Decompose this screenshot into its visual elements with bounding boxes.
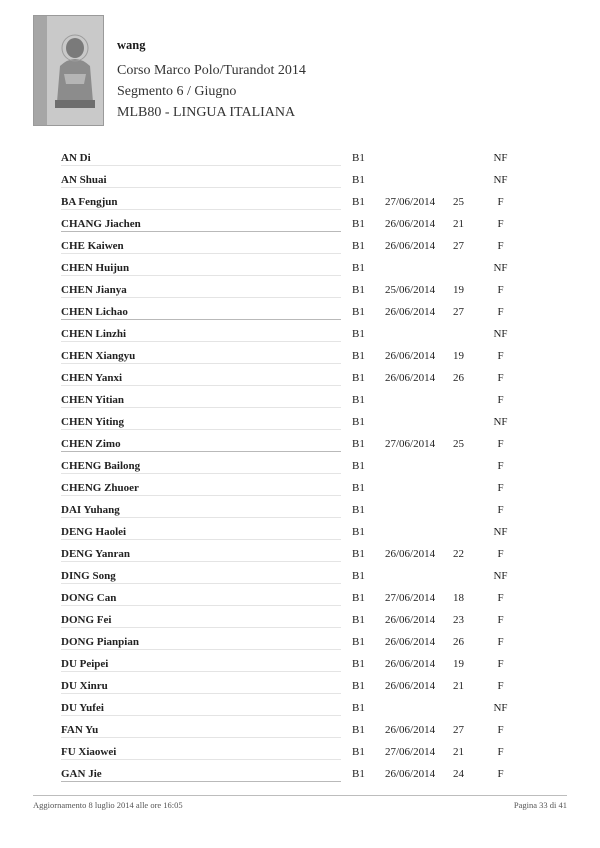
result-cell: F bbox=[497, 504, 504, 516]
student-name: DONG Pianpian bbox=[61, 636, 139, 648]
exam-date-cell: 27/06/2014 bbox=[385, 196, 436, 208]
student-row bbox=[61, 413, 521, 435]
student-row bbox=[61, 435, 521, 457]
segment-title: Segmento 6 / Giugno bbox=[117, 84, 237, 99]
student-name: DONG Fei bbox=[61, 614, 112, 626]
student-name: CHANG Jiachen bbox=[61, 218, 141, 230]
result-cell: F bbox=[497, 394, 504, 406]
row-underline bbox=[61, 759, 341, 760]
level-cell: B1 bbox=[352, 636, 365, 648]
level-cell: B1 bbox=[352, 658, 365, 670]
result-cell: F bbox=[497, 680, 504, 692]
score-cell: 26 bbox=[453, 636, 464, 648]
student-row bbox=[61, 699, 521, 721]
score-cell: 21 bbox=[453, 218, 464, 230]
level-cell: B1 bbox=[352, 724, 365, 736]
student-row bbox=[61, 303, 521, 325]
student-name: CHEN Jianya bbox=[61, 284, 127, 296]
row-underline bbox=[61, 539, 341, 540]
exam-date-cell: 27/06/2014 bbox=[385, 592, 436, 604]
level-cell: B1 bbox=[352, 328, 365, 340]
footer-divider bbox=[33, 795, 567, 796]
score-cell: 25 bbox=[453, 196, 464, 208]
exam-date-cell: 26/06/2014 bbox=[385, 372, 436, 384]
result-cell: NF bbox=[493, 328, 508, 340]
level-cell: B1 bbox=[352, 416, 365, 428]
student-row bbox=[61, 567, 521, 589]
level-cell: B1 bbox=[352, 240, 365, 252]
exam-date-cell: 26/06/2014 bbox=[385, 548, 436, 560]
exam-date-cell: 26/06/2014 bbox=[385, 636, 436, 648]
level-cell: B1 bbox=[352, 372, 365, 384]
level-cell: B1 bbox=[352, 262, 365, 274]
student-row bbox=[61, 215, 521, 237]
score-cell: 23 bbox=[453, 614, 464, 626]
level-cell: B1 bbox=[352, 394, 365, 406]
student-name: FAN Yu bbox=[61, 724, 99, 736]
row-underline bbox=[61, 583, 341, 584]
score-cell: 26 bbox=[453, 372, 464, 384]
score-cell: 25 bbox=[453, 438, 464, 450]
student-name: CHEN Yiting bbox=[61, 416, 125, 428]
student-name: FU Xiaowei bbox=[61, 746, 117, 758]
row-underline bbox=[61, 253, 341, 254]
student-name: CHEN Linzhi bbox=[61, 328, 127, 340]
exam-date-cell: 26/06/2014 bbox=[385, 240, 436, 252]
level-cell: B1 bbox=[352, 768, 365, 780]
row-underline bbox=[61, 165, 341, 166]
score-cell: 21 bbox=[453, 680, 464, 692]
student-name: AN Shuai bbox=[61, 174, 107, 186]
result-cell: F bbox=[497, 218, 504, 230]
row-underline bbox=[61, 495, 341, 496]
course-title: Corso Marco Polo/Turandot 2014 bbox=[117, 63, 306, 78]
student-name: BA Fengjun bbox=[61, 196, 118, 208]
student-name: DAI Yuhang bbox=[61, 504, 120, 516]
level-cell: B1 bbox=[352, 350, 365, 362]
student-row bbox=[61, 523, 521, 545]
level-cell: B1 bbox=[352, 614, 365, 626]
level-cell: B1 bbox=[352, 592, 365, 604]
score-cell: 27 bbox=[453, 724, 464, 736]
student-name: DONG Can bbox=[61, 592, 117, 604]
student-row bbox=[61, 347, 521, 369]
student-row bbox=[61, 611, 521, 633]
row-underline bbox=[61, 275, 341, 276]
student-name: CHEN Yitian bbox=[61, 394, 125, 406]
module-title: MLB80 - LINGUA ITALIANA bbox=[117, 105, 296, 120]
level-cell: B1 bbox=[352, 174, 365, 186]
result-cell: F bbox=[497, 196, 504, 208]
row-underline bbox=[61, 187, 341, 188]
result-cell: F bbox=[497, 724, 504, 736]
result-cell: NF bbox=[493, 702, 508, 714]
result-cell: F bbox=[497, 482, 504, 494]
level-cell: B1 bbox=[352, 284, 365, 296]
result-cell: F bbox=[497, 768, 504, 780]
exam-date-cell: 26/06/2014 bbox=[385, 306, 436, 318]
result-cell: F bbox=[497, 372, 504, 384]
exam-date-cell: 26/06/2014 bbox=[385, 680, 436, 692]
student-name: GAN Jie bbox=[61, 768, 102, 780]
student-name: CHENG Zhuoer bbox=[61, 482, 139, 494]
student-row bbox=[61, 391, 521, 413]
student-row bbox=[61, 633, 521, 655]
student-name: DING Song bbox=[61, 570, 116, 582]
result-cell: F bbox=[497, 240, 504, 252]
level-cell: B1 bbox=[352, 548, 365, 560]
row-underline bbox=[61, 341, 341, 342]
student-name: CHEN Huijun bbox=[61, 262, 130, 274]
level-cell: B1 bbox=[352, 152, 365, 164]
student-row bbox=[61, 545, 521, 567]
result-cell: NF bbox=[493, 416, 508, 428]
student-name: DENG Haolei bbox=[61, 526, 127, 538]
update-timestamp: Aggiornamento 8 luglio 2014 alle ore 16:05 bbox=[33, 800, 183, 810]
result-cell: NF bbox=[493, 262, 508, 274]
row-underline bbox=[61, 715, 341, 716]
exam-date-cell: 26/06/2014 bbox=[385, 218, 436, 230]
row-underline bbox=[61, 231, 341, 232]
exam-date-cell: 26/06/2014 bbox=[385, 768, 436, 780]
score-cell: 18 bbox=[453, 592, 464, 604]
student-row bbox=[61, 501, 521, 523]
exam-date-cell: 26/06/2014 bbox=[385, 724, 436, 736]
row-underline bbox=[61, 473, 341, 474]
result-cell: F bbox=[497, 548, 504, 560]
row-underline bbox=[61, 209, 341, 210]
student-name: AN Di bbox=[61, 152, 91, 164]
student-row bbox=[61, 721, 521, 743]
level-cell: B1 bbox=[352, 570, 365, 582]
result-cell: F bbox=[497, 592, 504, 604]
exam-date-cell: 27/06/2014 bbox=[385, 746, 436, 758]
student-name: DU Peipei bbox=[61, 658, 109, 670]
student-name: DU Xinru bbox=[61, 680, 108, 692]
row-underline bbox=[61, 517, 341, 518]
row-underline bbox=[61, 451, 341, 452]
result-cell: NF bbox=[493, 152, 508, 164]
level-cell: B1 bbox=[352, 746, 365, 758]
student-row bbox=[61, 743, 521, 765]
level-cell: B1 bbox=[352, 680, 365, 692]
row-underline bbox=[61, 363, 341, 364]
score-cell: 19 bbox=[453, 284, 464, 296]
document-header bbox=[117, 38, 306, 123]
score-cell: 27 bbox=[453, 306, 464, 318]
exam-date-cell: 26/06/2014 bbox=[385, 658, 436, 670]
student-name: CHEN Xiangyu bbox=[61, 350, 136, 362]
result-cell: F bbox=[497, 746, 504, 758]
result-cell: F bbox=[497, 306, 504, 318]
level-cell: B1 bbox=[352, 526, 365, 538]
row-underline bbox=[61, 693, 341, 694]
row-underline bbox=[61, 385, 341, 386]
row-underline bbox=[61, 781, 341, 782]
score-cell: 24 bbox=[453, 768, 464, 780]
row-underline bbox=[61, 297, 341, 298]
student-name: CHEN Lichao bbox=[61, 306, 128, 318]
row-underline bbox=[61, 319, 341, 320]
student-name: CHEN Yanxi bbox=[61, 372, 123, 384]
student-row bbox=[61, 765, 521, 787]
result-cell: F bbox=[497, 438, 504, 450]
student-row bbox=[61, 193, 521, 215]
row-underline bbox=[61, 737, 341, 738]
result-cell: F bbox=[497, 284, 504, 296]
result-cell: F bbox=[497, 350, 504, 362]
student-name: DU Yufei bbox=[61, 702, 104, 714]
score-cell: 19 bbox=[453, 658, 464, 670]
score-cell: 21 bbox=[453, 746, 464, 758]
student-row bbox=[61, 589, 521, 611]
level-cell: B1 bbox=[352, 460, 365, 472]
level-cell: B1 bbox=[352, 306, 365, 318]
level-cell: B1 bbox=[352, 482, 365, 494]
user-name: wang bbox=[117, 38, 146, 52]
student-row bbox=[61, 479, 521, 501]
row-underline bbox=[61, 407, 341, 408]
student-row bbox=[61, 149, 521, 171]
level-cell: B1 bbox=[352, 702, 365, 714]
seated-figure-emblem bbox=[46, 22, 102, 121]
student-name: DENG Yanran bbox=[61, 548, 130, 560]
level-cell: B1 bbox=[352, 196, 365, 208]
student-row bbox=[61, 325, 521, 347]
student-row bbox=[61, 369, 521, 391]
result-cell: NF bbox=[493, 174, 508, 186]
score-cell: 19 bbox=[453, 350, 464, 362]
student-row bbox=[61, 457, 521, 479]
row-underline bbox=[61, 671, 341, 672]
student-results-list bbox=[61, 149, 521, 787]
student-name: CHENG Bailong bbox=[61, 460, 141, 472]
level-cell: B1 bbox=[352, 218, 365, 230]
exam-date-cell: 27/06/2014 bbox=[385, 438, 436, 450]
exam-date-cell: 25/06/2014 bbox=[385, 284, 436, 296]
row-underline bbox=[61, 649, 341, 650]
result-cell: F bbox=[497, 658, 504, 670]
student-row bbox=[61, 677, 521, 699]
result-cell: NF bbox=[493, 570, 508, 582]
row-underline bbox=[61, 561, 341, 562]
result-cell: F bbox=[497, 460, 504, 472]
student-name: CHEN Zimo bbox=[61, 438, 121, 450]
student-row bbox=[61, 281, 521, 303]
result-cell: NF bbox=[493, 526, 508, 538]
level-cell: B1 bbox=[352, 438, 365, 450]
row-underline bbox=[61, 605, 341, 606]
student-name: CHE Kaiwen bbox=[61, 240, 124, 252]
score-cell: 27 bbox=[453, 240, 464, 252]
university-logo bbox=[33, 15, 104, 126]
page-number: Pagina 33 di 41 bbox=[513, 800, 567, 810]
exam-date-cell: 26/06/2014 bbox=[385, 350, 436, 362]
score-cell: 22 bbox=[453, 548, 464, 560]
student-row bbox=[61, 237, 521, 259]
row-underline bbox=[61, 429, 341, 430]
student-row bbox=[61, 259, 521, 281]
exam-date-cell: 26/06/2014 bbox=[385, 614, 436, 626]
result-cell: F bbox=[497, 636, 504, 648]
student-row bbox=[61, 655, 521, 677]
row-underline bbox=[61, 627, 341, 628]
student-row bbox=[61, 171, 521, 193]
result-cell: F bbox=[497, 614, 504, 626]
level-cell: B1 bbox=[352, 504, 365, 516]
